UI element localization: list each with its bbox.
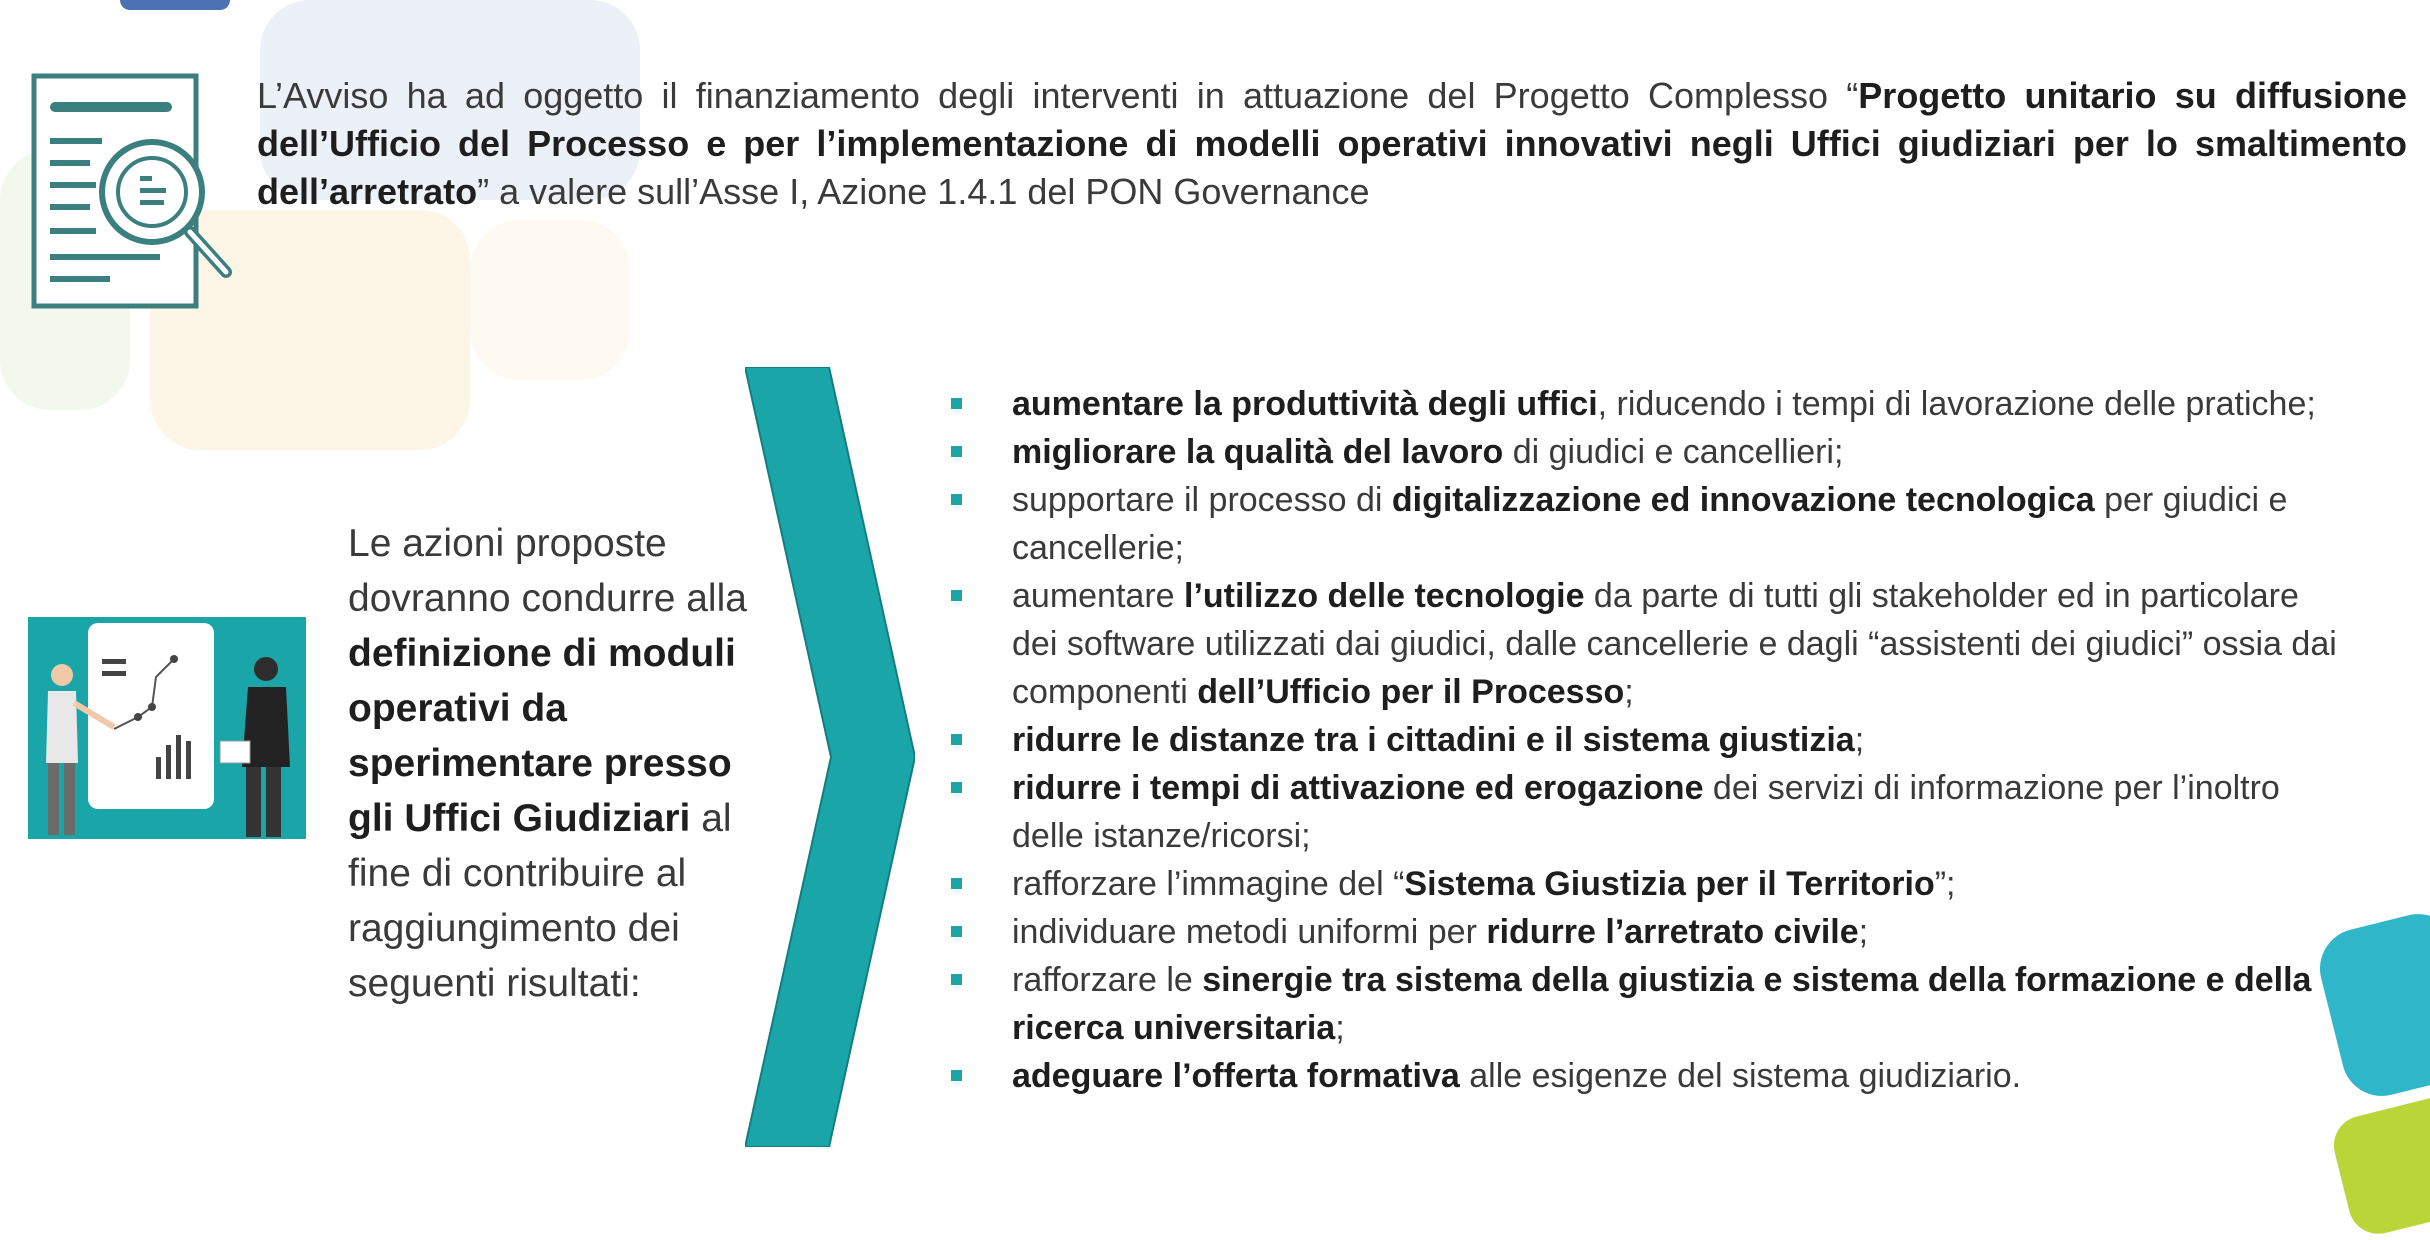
result-text: ; [1858,913,1869,951]
result-text: , riducendo i tempi di lavorazione delle pratiche; [1597,385,2316,423]
result-item-times [947,764,2347,860]
result-bold-text: adeguare l’offerta formativa [1012,1057,1460,1095]
result-bold-text: aumentare la produttività degli uffici [1012,385,1598,423]
left-text-part: Le azioni proposte dovranno condurre alla [348,522,747,620]
result-bold-text: sinergie tra sistema della giustizia e sistema della formazione e della ricerca universitaria [1012,961,2312,1047]
result-item-distance [947,716,2347,764]
background-blob-cream [470,220,630,380]
result-text: rafforzare l’immagine del “ [1012,865,1405,903]
result-bold-text: ridurre i tempi di attivazione ed erogazione [1012,769,1704,807]
result-text: dei servizi di informazione per l’inoltro delle istanze/ricorsi; [1012,769,2280,855]
result-item-digitalization [947,476,2347,572]
presentation-people-icon [28,617,306,839]
result-bold-text: Sistema Giustizia per il Territorio [1404,865,1935,903]
result-bold-text: digitalizzazione ed innovazione tecnologica [1391,481,2095,519]
result-text: ; [1854,721,1865,759]
intro-text-part: ” a valere sull’Asse I, Azione 1.4.1 del PON Governance [477,171,1370,212]
document-search-icon [30,72,240,312]
result-text: supportare il processo di [1012,481,1392,519]
intro-text-part: L’Avviso ha ad oggetto il finanziamento degli interventi in attuazione del Progetto Complesso “ [257,75,1859,116]
result-text: da parte di tutti gli stakeholder ed in particolare dei software utilizzati dai giudici, dalle cancellerie e dagli “assistenti dei giudici” ossia dai componenti [1012,577,2337,711]
result-bold-text: migliorare la qualità del lavoro [1012,433,1504,471]
result-item-quality [947,428,2347,476]
result-item-productivity [947,380,2347,428]
intro-bold-project-title: Progetto unitario su diffusione dell’Ufficio del Processo e per l’implementazione di modelli operativi innovativi negli Uffici giudiziari per lo smaltimento dell’arretrato [257,75,2407,212]
left-description [348,516,768,1011]
result-text: ”; [1934,865,1956,903]
result-bold-text: l’utilizzo delle tecnologie [1184,577,1585,615]
results-list [947,380,2347,1100]
corner-shape-top [120,0,230,10]
result-text: aumentare [1012,577,1184,615]
corner-shape-lime [2328,1090,2430,1240]
chevron-arrow-icon [745,367,915,1147]
result-text: ; [1335,1009,1345,1047]
result-item-training [947,1052,2347,1100]
left-text-part: al fine di contribuire al raggiungimento dei seguenti risultati: [348,797,732,1005]
result-item-image [947,860,2347,908]
result-text: rafforzare le [1012,961,1203,999]
result-text: per giudici e cancellerie; [1012,481,2288,567]
result-text: ; [1624,673,1634,711]
result-item-synergies [947,956,2347,1052]
result-bold-text: dell’Ufficio per il Processo [1197,673,1625,711]
result-item-technology [947,572,2347,716]
left-text-bold-part: definizione di moduli operativi da sperimentare presso gli Uffici Giudiziari [348,632,736,840]
result-bold-text: ridurre l’arretrato civile [1486,913,1859,951]
result-bold-text: ridurre le distanze tra i cittadini e il sistema giustizia [1012,721,1855,759]
result-text: di giudici e cancellieri; [1503,433,1844,471]
result-text: individuare metodi uniformi per [1012,913,1487,951]
result-item-backlog [947,908,2347,956]
intro-paragraph [257,72,2407,216]
result-text: alle esigenze del sistema giudiziario. [1459,1057,2022,1095]
